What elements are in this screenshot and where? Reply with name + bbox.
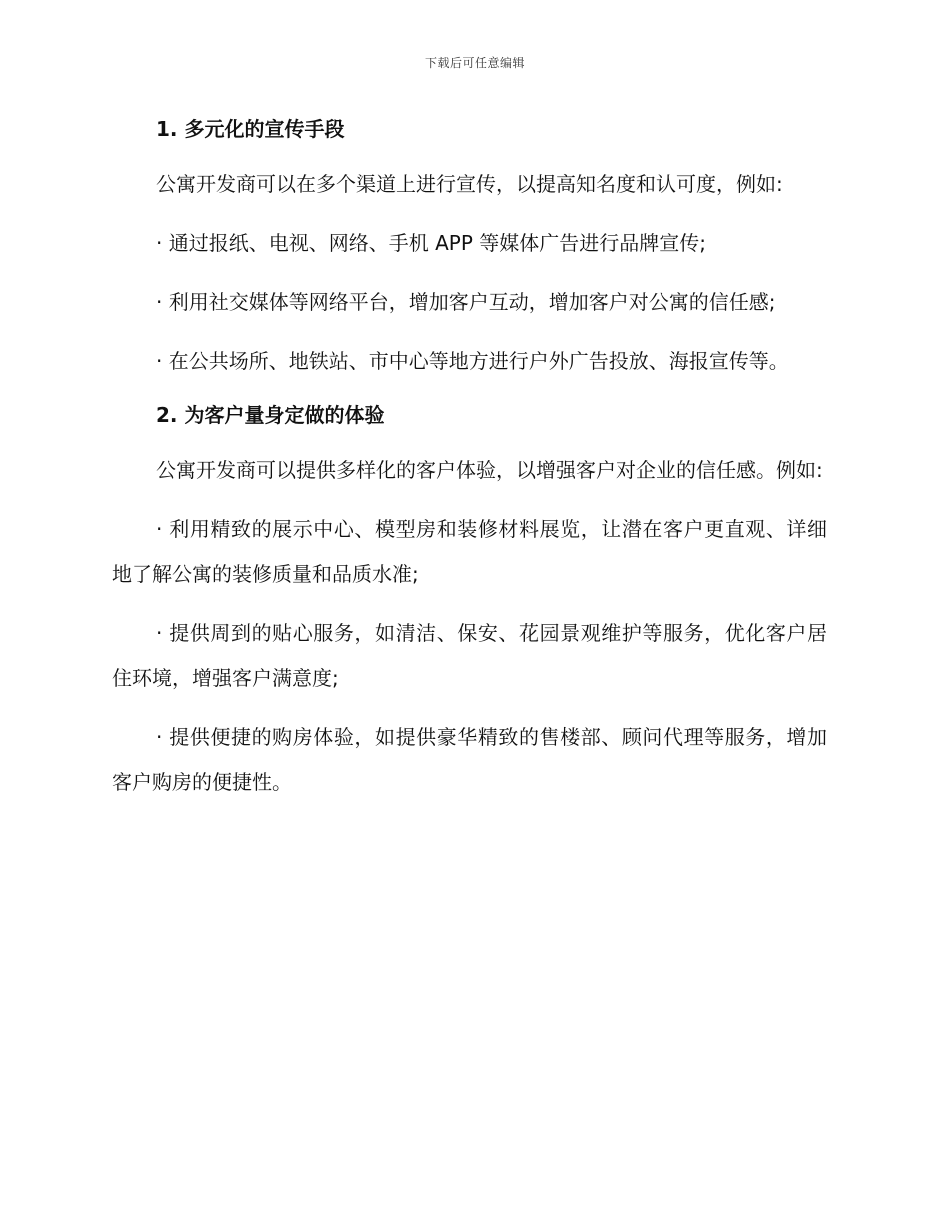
header-note: 下载后可任意编辑 [424,56,525,70]
list-item: · 利用精致的展示中心、模型房和装修材料展览，让潜在客户更直观、详细地了解公寓的装修质量和品质水准; [112,517,827,586]
section-title: 1. 多元化的宣传手段 [156,117,345,141]
document-body [112,112,827,805]
list-item: · 在公共场所、地铁站、市中心等地方进行户外广告投放、海报宣传等。 [156,349,789,373]
list-item: · 通过报纸、电视、网络、手机 APP 等媒体广告进行品牌宣传; [156,231,706,255]
section-2 [112,398,827,805]
list-item: · 利用社交媒体等网络平台，增加客户互动，增加客户对公寓的信任感; [156,290,776,314]
section-title: 2. 为客户量身定做的体验 [156,403,385,427]
paragraph-intro: 公寓开发商可以在多个渠道上进行宣传，以提高知名度和认可度，例如: [156,172,783,196]
list-item: · 提供便捷的购房体验，如提供豪华精致的售楼部、顾问代理等服务，增加客户购房的便捷性。 [112,725,827,794]
list-item: · 提供周到的贴心服务，如清洁、保安、花园景观维护等服务，优化客户居住环境，增强客户满意度; [112,621,827,690]
paragraph-intro: 公寓开发商可以提供多样化的客户体验，以增强客户对企业的信任感。例如: [156,458,823,482]
section-1 [112,112,827,384]
